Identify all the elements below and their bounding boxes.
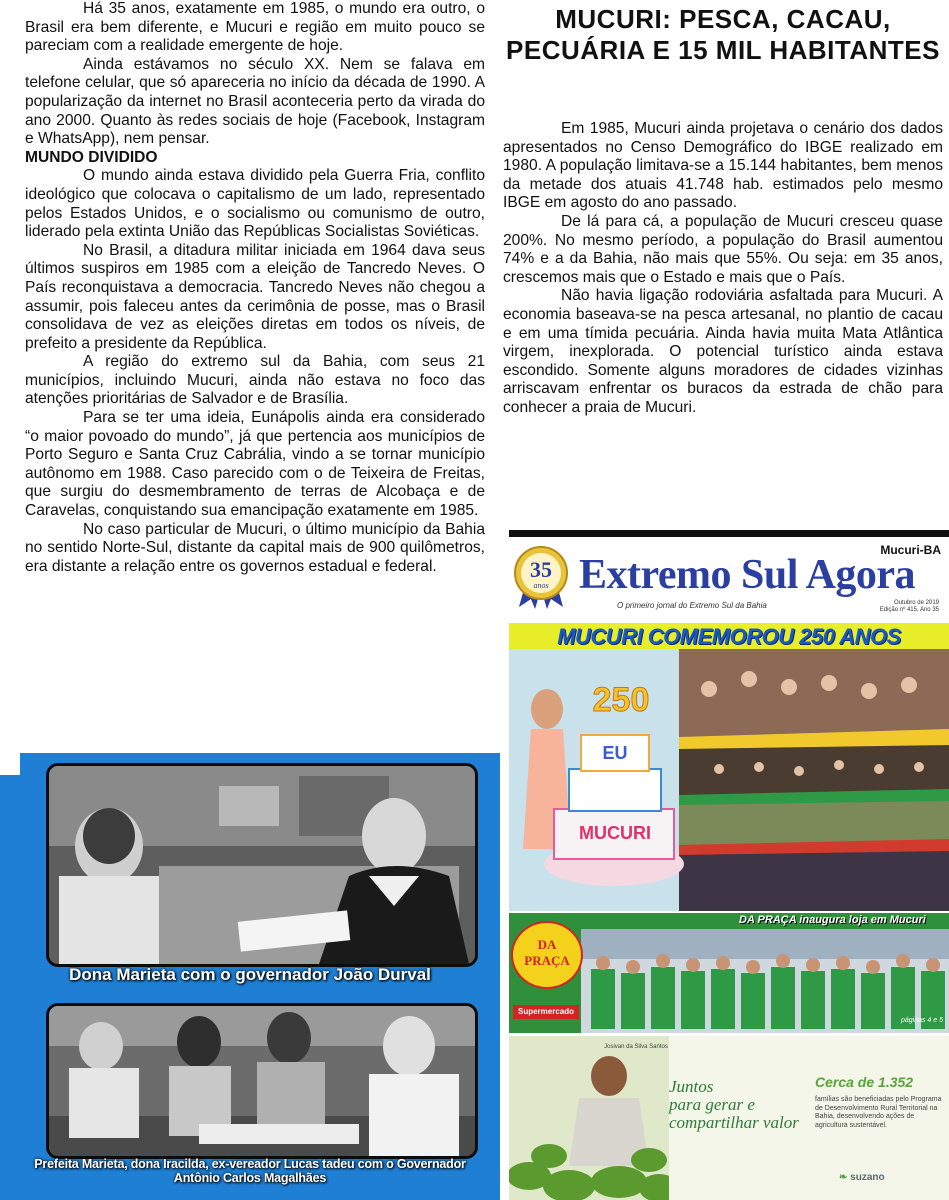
praca-pages: páginas 4 e 5 <box>900 1017 943 1024</box>
badge-word: anos <box>533 581 549 590</box>
paragraph: Em 1985, Mucuri ainda projetava o cenário dos dados apresentados no Censo Demográfico do IBGE realizado em 1980. A população limitava-se a 15.144 habitantes, bem menos da metade dos atuais 41.748 hab. estimados pelo mesmo IBGE em agosto do ano passado. <box>503 120 943 212</box>
cake-label-mucuri: MUCURI <box>579 823 651 843</box>
edition-date: Outubro de 2019 <box>893 600 939 606</box>
paragraph: O mundo ainda estava dividido pela Guerra Fria, conflito ideológico que colocava o capitalismo de um lado, representado pelos Estados Unidos, e o socialismo ou comunismo de outro, liderado pela extinta União das Repúblicas Socialistas Soviéticas. <box>25 167 485 241</box>
ad-person-name: Josivan da Silva Santos <box>604 1044 668 1050</box>
praca-logo <box>511 921 583 989</box>
paragraph: Não havia ligação rodoviária asfaltada para Mucuri. A economia baseava-se na pesca artesanal, no plantio de cacau e em uma tímida pecuária. Ainda havia muita Mata Atlântica virgem, inexplorada. O potencial turístico ainda estava escondido. Somente alguns moradores de cidades vizinhas arriscavam enfrentar os buracos da estrada de chão para conhecer a praia de Mucuri. <box>503 287 943 416</box>
banner-headline: MUCURI COMEMOROU 250 ANOS <box>557 624 901 649</box>
paragraph: A região do extremo sul da Bahia, com seus 21 municípios, incluindo Mucuri, ainda não estava no foco das atenções prioritárias de Salvador e de Brasília. <box>25 353 485 408</box>
photo-image <box>49 766 475 964</box>
praca-logo-line: PRAÇA <box>524 953 570 968</box>
brand-name: suzano <box>850 1172 885 1183</box>
anniversary-badge-icon <box>513 545 569 609</box>
panel-notch <box>0 753 20 775</box>
paragraph: De lá para cá, a população de Mucuri cresceu quase 200%. No mesmo período, a população do Brasil aumentou 74% e a da Bahia, não mais que 55%. Ou seja: em 35 anos, crescemos mais que o Estado e mais que o País. <box>503 212 943 286</box>
praca-logo-line: DA <box>537 937 557 952</box>
newspaper-date <box>880 600 939 614</box>
suzano-ad <box>509 1036 949 1200</box>
paragraph: Há 35 anos, exatamente em 1985, o mundo era outro, o Brasil era bem diferente, e Mucuri e região em muito pouco se pareciam com a realidade emergente de hoje. <box>25 0 485 55</box>
cake-number: 250 <box>592 681 650 719</box>
praca-section <box>509 913 949 1033</box>
ad-description: famílias são beneficiadas pelo Programa de Desenvolvimento Rural Territorial na Bahia, desenvolvendo ações de agricultura sustentável. <box>815 1096 942 1129</box>
photo-caption: Dona Marieta com o governador João Durval <box>69 965 431 984</box>
ad-slogan-line: compartilhar valor <box>669 1113 799 1132</box>
masthead-bar <box>509 530 949 537</box>
newspaper-cover <box>509 530 949 1200</box>
paragraph: Para se ter uma ideia, Eunápolis ainda era considerado “o maior povoado do mundo”, já que pertencia aos municípios de Porto Seguro e Santa Cruz Cabrália, vindo a se tornar município autônomo em 1988. Caso parecido com o de Teixeira de Freitas, que surgiu do desmembramento de terras de Alcobaça e de Caravelas, conquistando sua emancipação exatamente em 1985. <box>25 409 485 520</box>
panel-strip <box>492 753 500 1200</box>
edition-number: Edição nº 415, Ano 35 <box>879 607 939 613</box>
paragraph: No Brasil, a ditadura militar iniciada em 1964 dava seus últimos suspiros em 1985 com a eleição de Tancredo Neves. O País reconquistava a democracia. Tancredo Neves não chegou a assumir, pois faleceu antes da cerimônia de posse, mas o Brasil consolidava de vez as eleições diretas em todos os níveis, de prefeito a presidente da República. <box>25 241 485 352</box>
right-article-column <box>503 120 943 418</box>
photo-panel <box>0 753 499 1200</box>
praca-group-photo <box>581 929 949 1033</box>
suzano-logo <box>839 1172 885 1183</box>
newspaper-title: Extremo Sul Agora <box>579 552 916 598</box>
praca-headline: DA PRAÇA inaugura loja em Mucuri <box>739 914 926 926</box>
masthead <box>509 537 949 623</box>
ad-figure: Cerca de 1.352 <box>815 1074 914 1090</box>
photo-image <box>49 1006 475 1156</box>
leaf-icon: ❧ <box>839 1172 848 1183</box>
newspaper-city: Mucuri-BA <box>880 543 941 557</box>
section-subhead: MUNDO DIVIDIDO <box>25 148 158 166</box>
ad-slogan-line: Juntos <box>669 1077 714 1096</box>
badge-number: 35 <box>530 557 552 582</box>
article-headline: MUCURI: PESCA, CACAU, PECUÁRIA E 15 MIL HABITANTES <box>506 4 940 65</box>
photo-caption: Prefeita Marieta, dona Iracilda, ex-vereador Lucas tadeu com o Governador Antônio Carlos Magalhães <box>34 1157 466 1185</box>
left-article-column <box>25 0 485 576</box>
photo-marieta-durval <box>46 763 478 967</box>
ad-slogan <box>669 1078 799 1132</box>
celebration-photo-collage <box>509 649 949 911</box>
paragraph: No caso particular de Mucuri, o último município da Bahia no sentido Norte-Sul, distante da capital mais de 900 quilômetros, era distante a relação entre os governos estadual e federal. <box>25 520 485 575</box>
cake-label-eu: EU <box>602 743 628 763</box>
newspaper-tagline: O primeiro jornal do Extremo Sul da Bahia <box>617 601 767 610</box>
praca-tag: Supermercado <box>513 1005 579 1019</box>
praca-logo-text <box>513 937 581 969</box>
paragraph: Ainda estávamos no século XX. Nem se falava em telefone celular, que só apareceria no início da década de 1990. A popularização da internet no Brasil aconteceria perto da virada do ano 2000. Quanto às redes sociais de hoje (Facebook, Instagram e WhatsApp), nem pensar. <box>25 55 485 148</box>
ad-farmer-photo <box>509 1036 669 1200</box>
ad-slogan-line: para gerar e <box>669 1095 755 1114</box>
cover-banner <box>509 623 949 649</box>
photo-group-acm <box>46 1003 478 1159</box>
